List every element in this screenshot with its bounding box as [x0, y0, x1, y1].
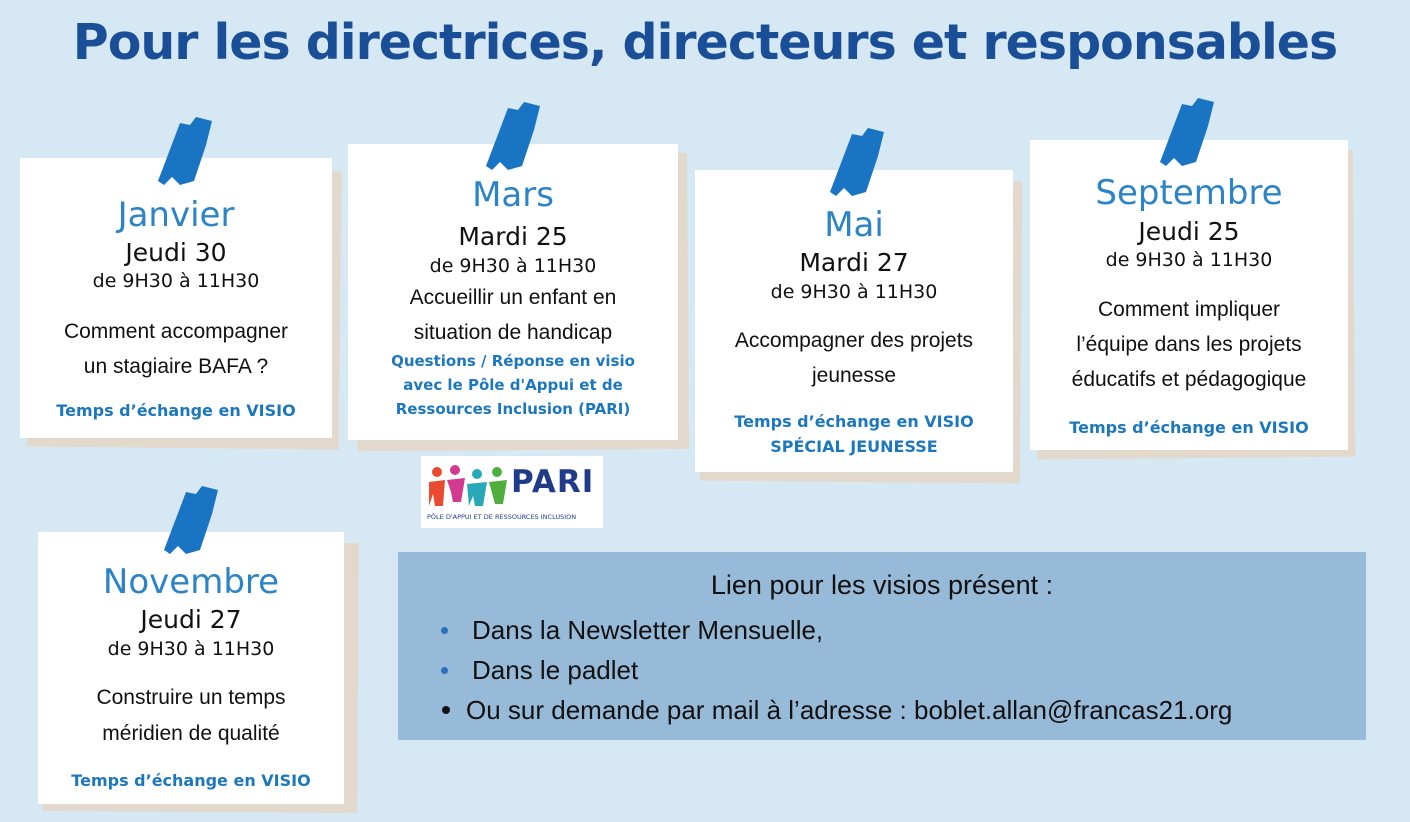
hours-label: de 9H30 à 11H30	[770, 281, 938, 303]
list-item-text: Ou sur demande par mail à l’adresse : boblet.allan@francas21.org	[466, 695, 1233, 725]
topic-line: Accueillir un enfant en	[409, 286, 617, 309]
topic-line: Accompagner des projets	[734, 329, 974, 352]
topic-line: Construire un temps	[96, 686, 286, 709]
month-label: Novembre	[102, 562, 280, 602]
month-label: Mai	[824, 205, 884, 245]
page-title: Pour les directrices, directeurs et responsables	[72, 14, 1338, 71]
hours-label: de 9H30 à 11H30	[429, 255, 597, 277]
month-label: Mars	[472, 175, 554, 215]
topic-line: Comment accompagner	[63, 320, 289, 343]
bullet-icon	[441, 627, 448, 634]
pari-logo-subtitle: PÔLE D'APPUI ET DE RESSOURCES INCLUSION	[427, 513, 577, 521]
bullet-icon	[442, 706, 450, 714]
card-septembre	[1030, 140, 1356, 458]
visio-label: Temps d’échange en VISIO	[734, 412, 974, 431]
card-mars	[348, 144, 688, 450]
pari-figures-icon	[427, 462, 509, 510]
visio-label: Temps d’échange en VISIO	[71, 771, 311, 790]
list-item-text: Dans le padlet	[472, 655, 639, 685]
topic-line: éducatifs et pédagogique	[1071, 368, 1307, 391]
list-item	[438, 650, 1232, 690]
month-label: Janvier	[117, 195, 235, 235]
visio-label: avec le Pôle d'Appui et de	[403, 376, 623, 394]
topic-line: un stagiaire BAFA ?	[83, 355, 269, 378]
tape-icon	[150, 115, 220, 187]
topic-line: l’équipe dans les projets	[1076, 333, 1302, 356]
visio-label: SPÉCIAL JEUNESSE	[770, 437, 938, 456]
info-title: Lien pour les visios présent :	[710, 570, 1054, 600]
tape-icon	[156, 484, 226, 556]
list-item-text: Dans la Newsletter Mensuelle,	[472, 615, 824, 645]
hours-label: de 9H30 à 11H30	[1105, 249, 1273, 271]
topic-line: méridien de qualité	[102, 722, 280, 745]
hours-label: de 9H30 à 11H30	[107, 638, 275, 660]
visio-label: Temps d’échange en VISIO	[56, 401, 296, 420]
card-novembre	[38, 532, 358, 812]
pari-logo	[421, 456, 603, 528]
tape-icon	[822, 126, 892, 198]
pari-logo-name: PARI	[511, 464, 595, 500]
list-item	[438, 610, 1232, 650]
topic-line: Comment impliquer	[1097, 298, 1281, 321]
topic-line: situation de handicap	[413, 321, 613, 344]
day-label: Jeudi 27	[140, 605, 242, 634]
info-box	[398, 552, 1366, 740]
day-label: Jeudi 30	[125, 238, 227, 267]
card-janvier	[20, 158, 340, 448]
visio-label: Questions / Réponse en visio	[391, 352, 635, 370]
tape-icon	[1152, 96, 1222, 168]
visio-label: Temps d’échange en VISIO	[1069, 418, 1309, 437]
tape-icon	[478, 100, 548, 172]
visio-label: Ressources Inclusion (PARI)	[395, 400, 631, 418]
day-label: Jeudi 25	[1138, 217, 1240, 246]
topic-line: jeunesse	[811, 364, 897, 387]
info-list	[438, 610, 1232, 730]
bullet-icon	[441, 667, 448, 674]
month-label: Septembre	[1095, 173, 1283, 213]
list-item	[438, 690, 1232, 730]
card-mai	[695, 170, 1023, 482]
hours-label: de 9H30 à 11H30	[92, 270, 260, 292]
day-label: Mardi 25	[458, 222, 568, 251]
day-label: Mardi 27	[799, 248, 909, 277]
